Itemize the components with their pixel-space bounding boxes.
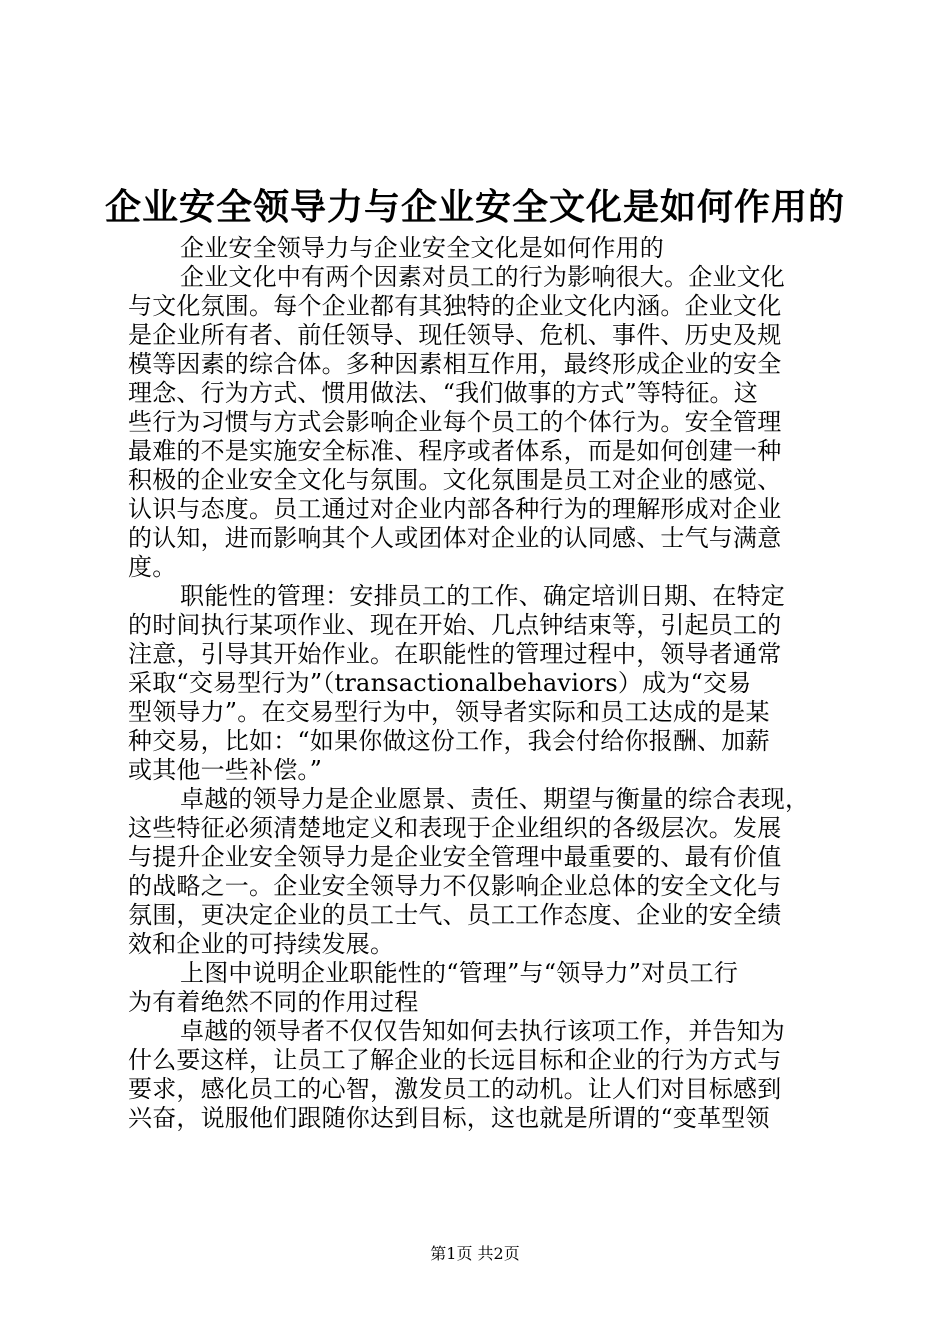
paragraph-line: 职能性的管理：安排员工的工作、确定培训日期、在特定 bbox=[180, 582, 785, 610]
paragraph-line: 卓越的领导者不仅仅告知如何去执行该项工作，并告知为 bbox=[180, 1017, 785, 1045]
paragraph-line: 的认知，进而影响其个人或团体对企业的认同感、士气与满意 bbox=[128, 524, 782, 552]
document-body bbox=[128, 234, 828, 1133]
paragraph-line: 与提升企业安全领导力是企业安全管理中最重要的、最有价值 bbox=[128, 843, 782, 871]
paragraph-line: 企业文化中有两个因素对员工的行为影响很大。企业文化 bbox=[180, 263, 785, 291]
paragraph-line: 为有着绝然不同的作用过程 bbox=[128, 988, 419, 1016]
paragraph-line: 的战略之一。企业安全领导力不仅影响企业总体的安全文化与 bbox=[128, 872, 782, 900]
paragraph-line: 要求，感化员工的心智，激发员工的动机。让人们对目标感到 bbox=[128, 1075, 782, 1103]
paragraph-line: 氛围，更决定企业的员工士气、员工工作态度、企业的安全绩 bbox=[128, 901, 782, 929]
page-title: 企业安全领导力与企业安全文化是如何作用的 bbox=[104, 187, 845, 228]
paragraph-line: 上图中说明企业职能性的“管理”与“领导力”对员工行 bbox=[180, 959, 739, 987]
page-number-footer: 第1页 共2页 bbox=[430, 1244, 520, 1263]
paragraph-line: 这些特征必须清楚地定义和表现于企业组织的各级层次。发展 bbox=[128, 814, 782, 842]
paragraph-line: 注意，引导其开始作业。在职能性的管理过程中，领导者通常 bbox=[128, 640, 782, 668]
paragraph-line: 些行为习惯与方式会影响企业每个员工的个体行为。安全管理 bbox=[128, 408, 782, 436]
paragraph-line: 或其他一些补偿。” bbox=[128, 756, 323, 784]
paragraph-line: 效和企业的可持续发展。 bbox=[128, 930, 395, 958]
paragraph-line: 认识与态度。员工通过对企业内部各种行为的理解形成对企业 bbox=[128, 495, 782, 523]
paragraph-line: 型领导力”。在交易型行为中，领导者实际和员工达成的是某 bbox=[128, 698, 770, 726]
paragraph-line: 采取“交易型行为”（transactionalbehaviors）成为“交易 bbox=[128, 669, 752, 697]
subtitle-line: 企业安全领导力与企业安全文化是如何作用的 bbox=[180, 234, 664, 262]
paragraph-line: 是企业所有者、前任领导、现任领导、危机、事件、历史及规 bbox=[128, 321, 782, 349]
paragraph-line: 最难的不是实施安全标准、程序或者体系，而是如何创建一种 bbox=[128, 437, 782, 465]
paragraph-line: 种交易，比如：“如果你做这份工作，我会付给你报酬、加薪 bbox=[128, 727, 770, 755]
paragraph-line: 积极的企业安全文化与氛围。文化氛围是员工对企业的感觉、 bbox=[128, 466, 782, 494]
paragraph-line: 模等因素的综合体。多种因素相互作用，最终形成企业的安全 bbox=[128, 350, 782, 378]
paragraph-line: 与文化氛围。每个企业都有其独特的企业文化内涵。企业文化 bbox=[128, 292, 782, 320]
paragraph-line: 的时间执行某项作业、现在开始、几点钟结束等，引起员工的 bbox=[128, 611, 782, 639]
paragraph-line: 兴奋，说服他们跟随你达到目标，这也就是所谓的“变革型领 bbox=[128, 1104, 770, 1132]
paragraph-line: 度。 bbox=[128, 553, 177, 581]
paragraph-line: 卓越的领导力是企业愿景、责任、期望与衡量的综合表现， bbox=[180, 785, 810, 813]
paragraph-line: 什么要这样，让员工了解企业的长远目标和企业的行为方式与 bbox=[128, 1046, 782, 1074]
paragraph-line: 理念、行为方式、惯用做法、“我们做事的方式”等特征。这 bbox=[128, 379, 758, 407]
